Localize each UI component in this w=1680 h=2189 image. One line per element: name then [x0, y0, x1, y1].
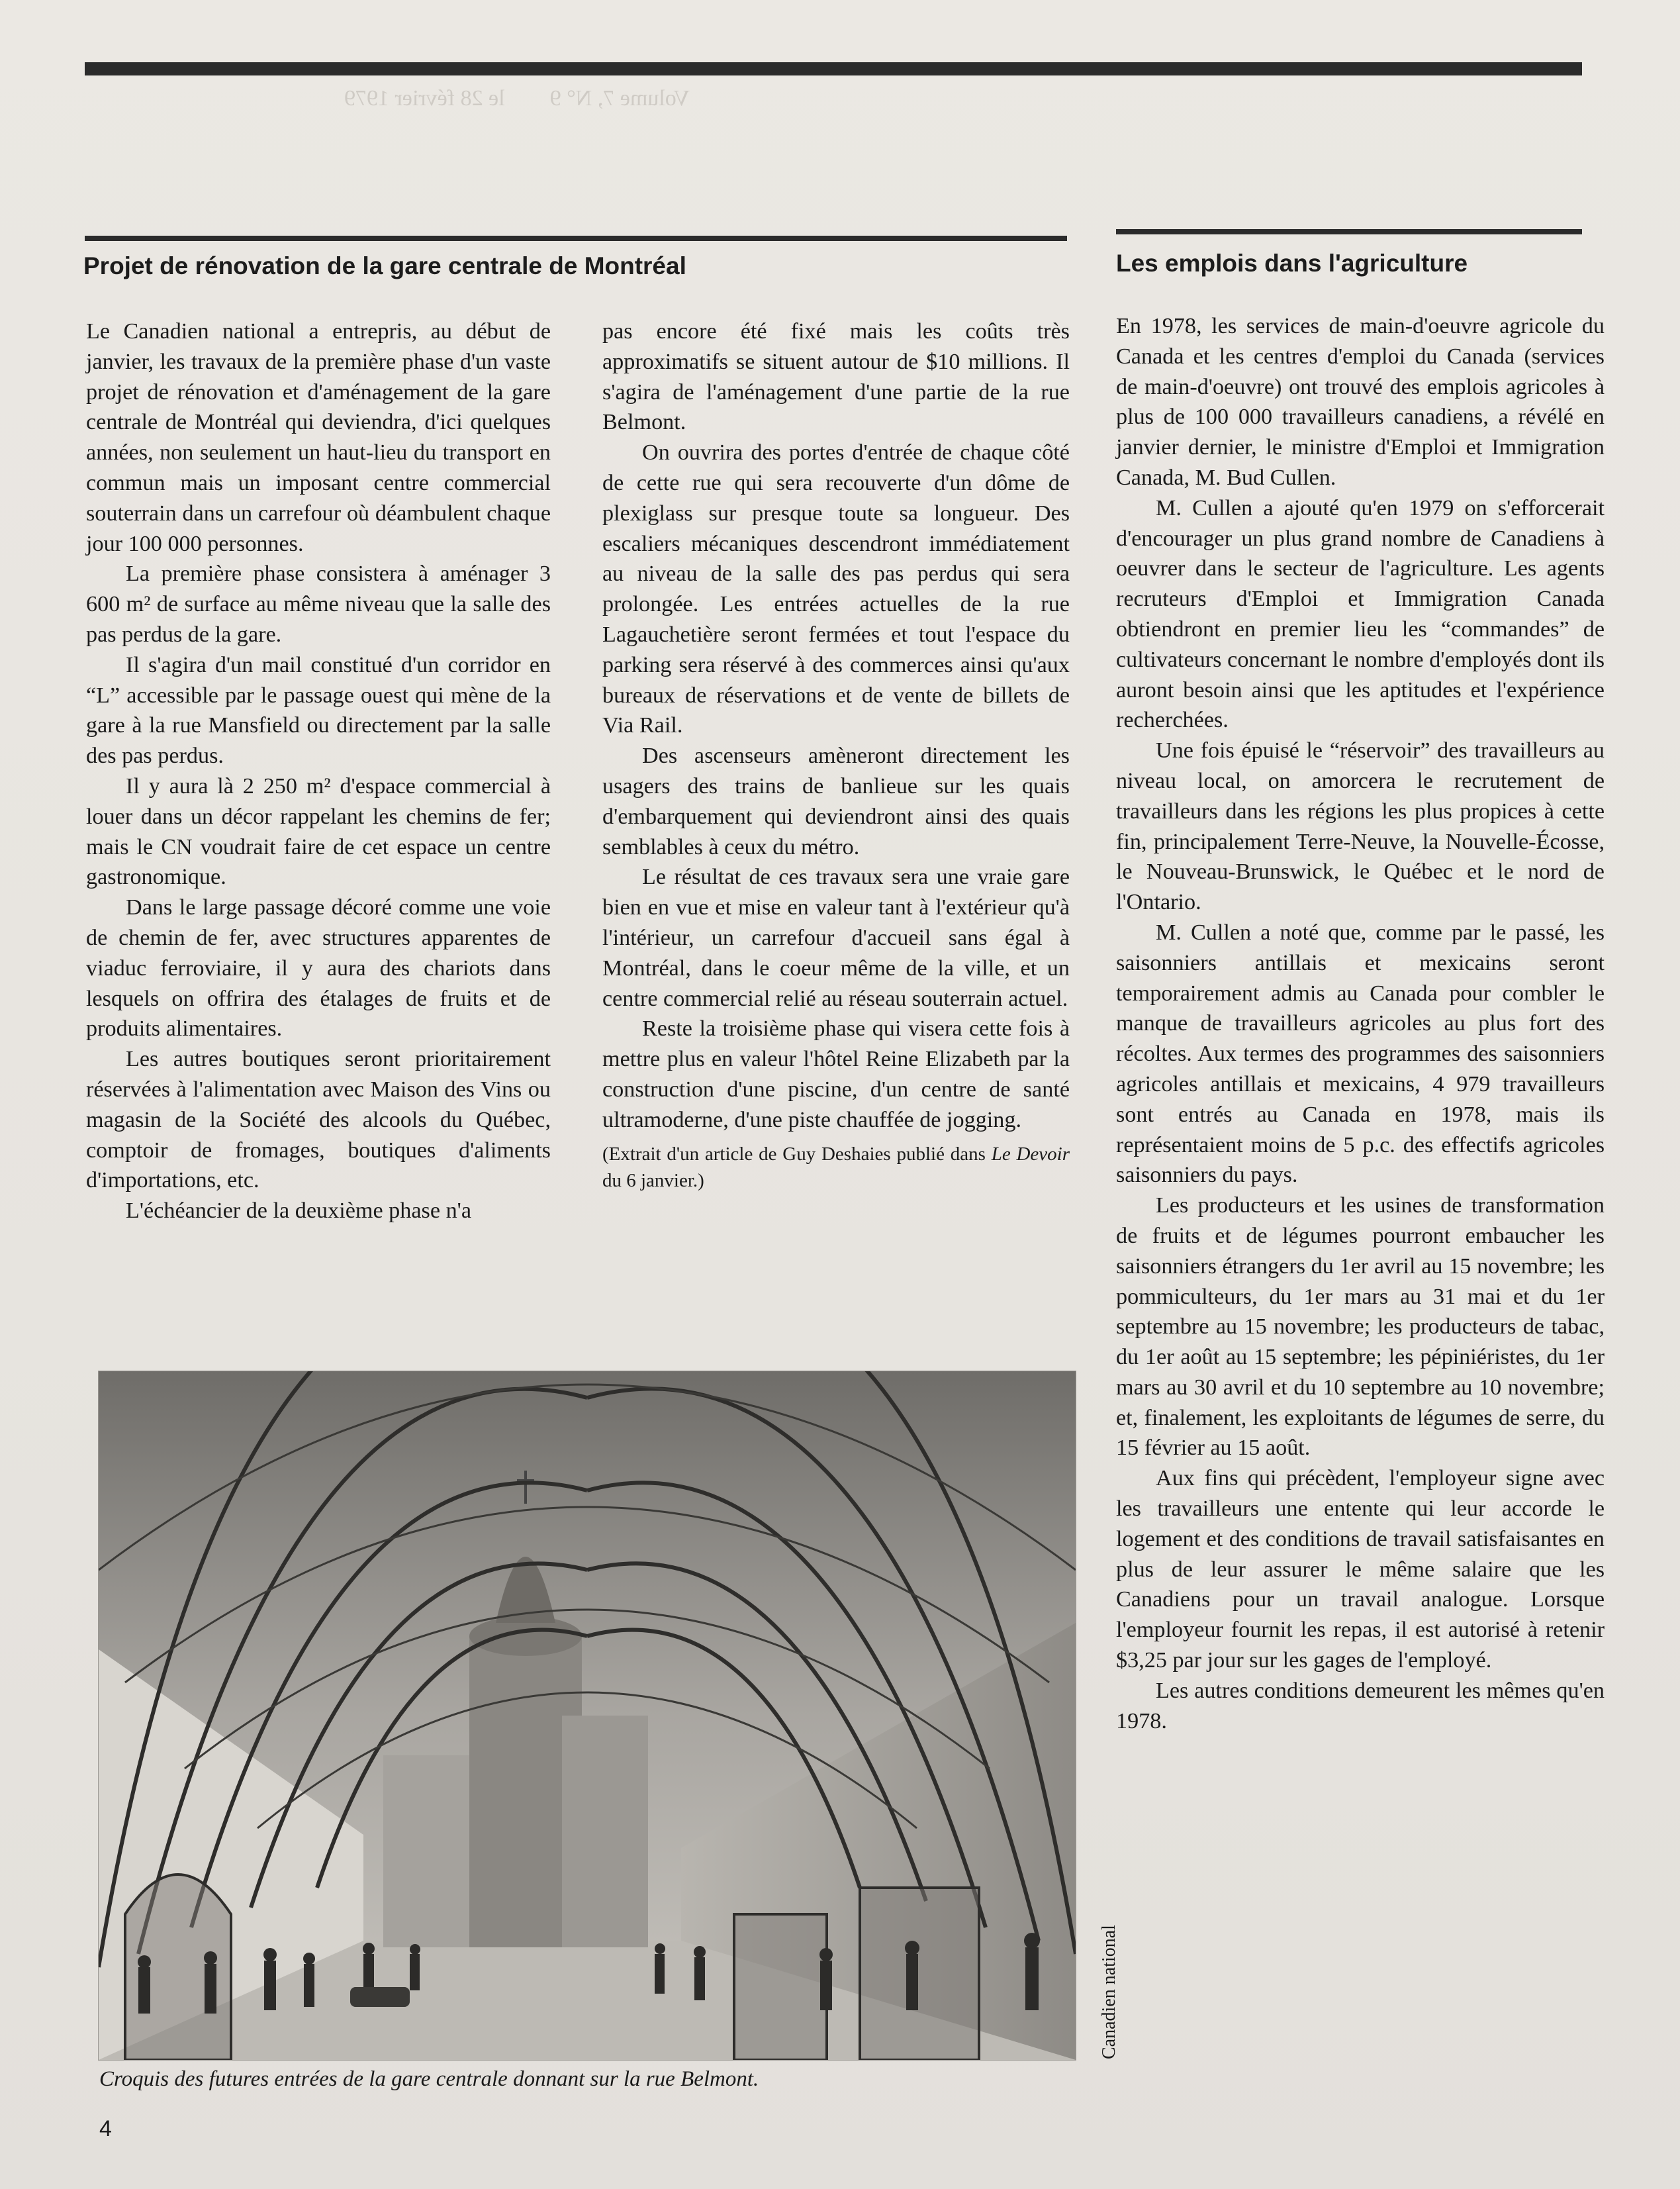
top-rule — [85, 62, 1582, 75]
paragraph: L'échéancier de la deuxième phase n'a — [126, 1198, 471, 1224]
paragraph: Il y aura là 2 250 m² d'espace commercial à louer dans un décor rappelant les chemins de fer; mais le CN voudrait faire de cet espace un centre gastronomique. — [86, 773, 551, 890]
headline-gare-centrale: Projet de rénovation de la gare centrale de Montréal — [83, 252, 686, 279]
photo-credit: Canadien national — [1099, 1925, 1119, 2059]
station-sketch-drawing — [99, 1371, 1076, 2060]
right-article-rule — [1116, 229, 1582, 234]
left-article-rule — [85, 236, 1067, 241]
paragraph: Reste la troisième phase qui visera cette fois à mettre plus en valeur l'hôtel Reine Elizabeth par la construction d'une piscine, d'un centre de santé ultramoderne, d'une piste chauffée de jogging. — [602, 1016, 1070, 1132]
paragraph: Les autres conditions demeurent les mêmes qu'en 1978. — [1116, 1678, 1605, 1733]
show-through-text: Volume 7, N° 9 le 28 février 1979 — [344, 86, 690, 111]
paragraph: Le Canadien national a entrepris, au début de janvier, les travaux de la première phase d'un vaste projet de rénovation et d'aménagement de la gare centrale de Montréal qui deviendra, d'ici quelques années, non seulement un haut-lieu du transport en commun mais un imposant centre commercial souterrain dans un carrefour où déambulent chaque jour 100 000 personnes. — [86, 319, 551, 556]
article-column-1 — [86, 316, 551, 1226]
source-publication: Le Devoir — [991, 1143, 1070, 1165]
paragraph: pas encore été fixé mais les coûts très approximatifs se situent autour de $10 millions. Il s'agira de l'aménagement d'une partie de la rue Belmont. — [602, 319, 1070, 435]
source-prefix: (Extrait d'un article de Guy Deshaies publié dans — [602, 1143, 992, 1165]
figure-caption: Croquis des futures entrées de la gare centrale donnant sur la rue Belmont. — [99, 2067, 759, 2091]
article-column-2 — [602, 316, 1070, 1194]
sketch-illustration — [98, 1371, 1076, 2061]
article-column-3 — [1116, 311, 1605, 1736]
paragraph: En 1978, les services de main-d'oeuvre agricole du Canada et les centres d'emploi du Canada (services de main-d'oeuvre) ont trouvé des emplois agricoles à plus de 100 000 travailleurs canadiens, a révélé en janvier dernier, le ministre d'Emploi et Immigration Canada, M. Bud Cullen. — [1116, 314, 1605, 490]
paragraph: Les autres boutiques seront prioritairement réservées à l'alimentation avec Maison des Vins ou magasin de la Société des alcools du Québec, comptoir de fromages, boutiques d'aliments d'importations, etc. — [86, 1047, 551, 1193]
paragraph: La première phase consistera à aménager 3 600 m² de surface au même niveau que la salle des pas perdus de la gare. — [86, 561, 551, 647]
paragraph: M. Cullen a noté que, comme par le passé, les saisonniers antillais et mexicains seront temporairement admis au Canada pour combler le manque de travailleurs agricoles au plus fort des récoltes. Aux termes des programmes des saisonniers agricoles antillais et mexicains, 4 979 travailleurs sont entrés au Canada en 1978, mais ils représentaient moins de 5 p.c. des effectifs agricoles saisonniers du pays. — [1116, 920, 1605, 1188]
paragraph: Aux fins qui précèdent, l'employeur signe avec les travailleurs une entente qui leur accorde le logement et des conditions de travail satisfaisantes en plus de leur assurer le même salaire que les Canadiens pour un travail analogue. Lorsque l'employeur fournit les repas, il est autorisé à retenir $3,25 par jour sur les gages de l'employé. — [1116, 1466, 1605, 1673]
paragraph: On ouvrira des portes d'entrée de chaque côté de cette rue qui sera recouverte d'un dôme de plexiglass sur presque toute sa longueur. Des escaliers mécaniques descendront immédiatement au niveau de la salle des pas perdus qui sera prolongée. Les entrées actuelles de la rue Lagauchetière seront fermées et tout l'espace du parking sera réservé à des commerces ainsi qu'aux bureaux de réservations et de vente de billets de Via Rail. — [602, 440, 1070, 738]
source-note — [602, 1141, 1070, 1194]
paragraph: Une fois épuisé le “réservoir” des travailleurs au niveau local, on amorcera le recrutement de travailleurs dans les régions les plus propices à cette fin, principalement Terre-Neuve, la Nouvelle-Écosse, le Nouveau-Brunswick, le Québec et le nord de l'Ontario. — [1116, 738, 1605, 915]
paragraph: M. Cullen a ajouté qu'en 1979 on s'efforcerait d'encourager un plus grand nombre de Canadiens à oeuvrer dans le secteur de l'agriculture. Les agents recruteurs d'Emploi et Immigration Canada obtiendront en premier lieu les “commandes” de cultivateurs concernant le nombre d'employés dont ils auront besoin ainsi que les aptitudes et l'expérience recherchées. — [1116, 495, 1605, 733]
paragraph: Il s'agira d'un mail constitué d'un corridor en “L” accessible par le passage ouest qui mène de la gare à la rue Mansfield ou directement par la salle des pas perdus. — [86, 652, 551, 769]
paragraph: Les producteurs et les usines de transformation de fruits et de légumes pourront embaucher les saisonniers étrangers du 1er avril au 15 novembre; les pommiculteurs, du 1er mars au 31 mai et du 1er septembre au 15 novembre; les producteurs de tabac, du 1er août au 15 septembre; les pépiniéristes, du 1er mars au 30 avril et du 10 septembre au 10 novembre; et, finalement, les exploitants de légumes de serre, du 15 février au 15 août. — [1116, 1193, 1605, 1461]
source-suffix: du 6 janvier.) — [602, 1169, 704, 1191]
paragraph: Des ascenseurs amèneront directement les usagers des trains de banlieue sur les quais d'embarquement qui deviendront ainsi des quais semblables à ceux du métro. — [602, 744, 1070, 859]
paragraph: Dans le large passage décoré comme une voie de chemin de fer, avec structures apparentes de viaduc ferroviaire, il y aura des chariots dans lesquels on offrira des étalages de fruits et de produits alimentaires. — [86, 895, 551, 1042]
paragraph: Le résultat de ces travaux sera une vraie gare bien en vue et mise en valeur tant à l'extérieur qu'à l'intérieur, un carrefour d'accueil sans égal à Montréal, dans le coeur même de la ville, et un centre commercial relié au réseau souterrain actuel. — [602, 865, 1070, 1011]
headline-emplois-agriculture: Les emplois dans l'agriculture — [1116, 250, 1468, 277]
page-number: 4 — [99, 2116, 112, 2141]
